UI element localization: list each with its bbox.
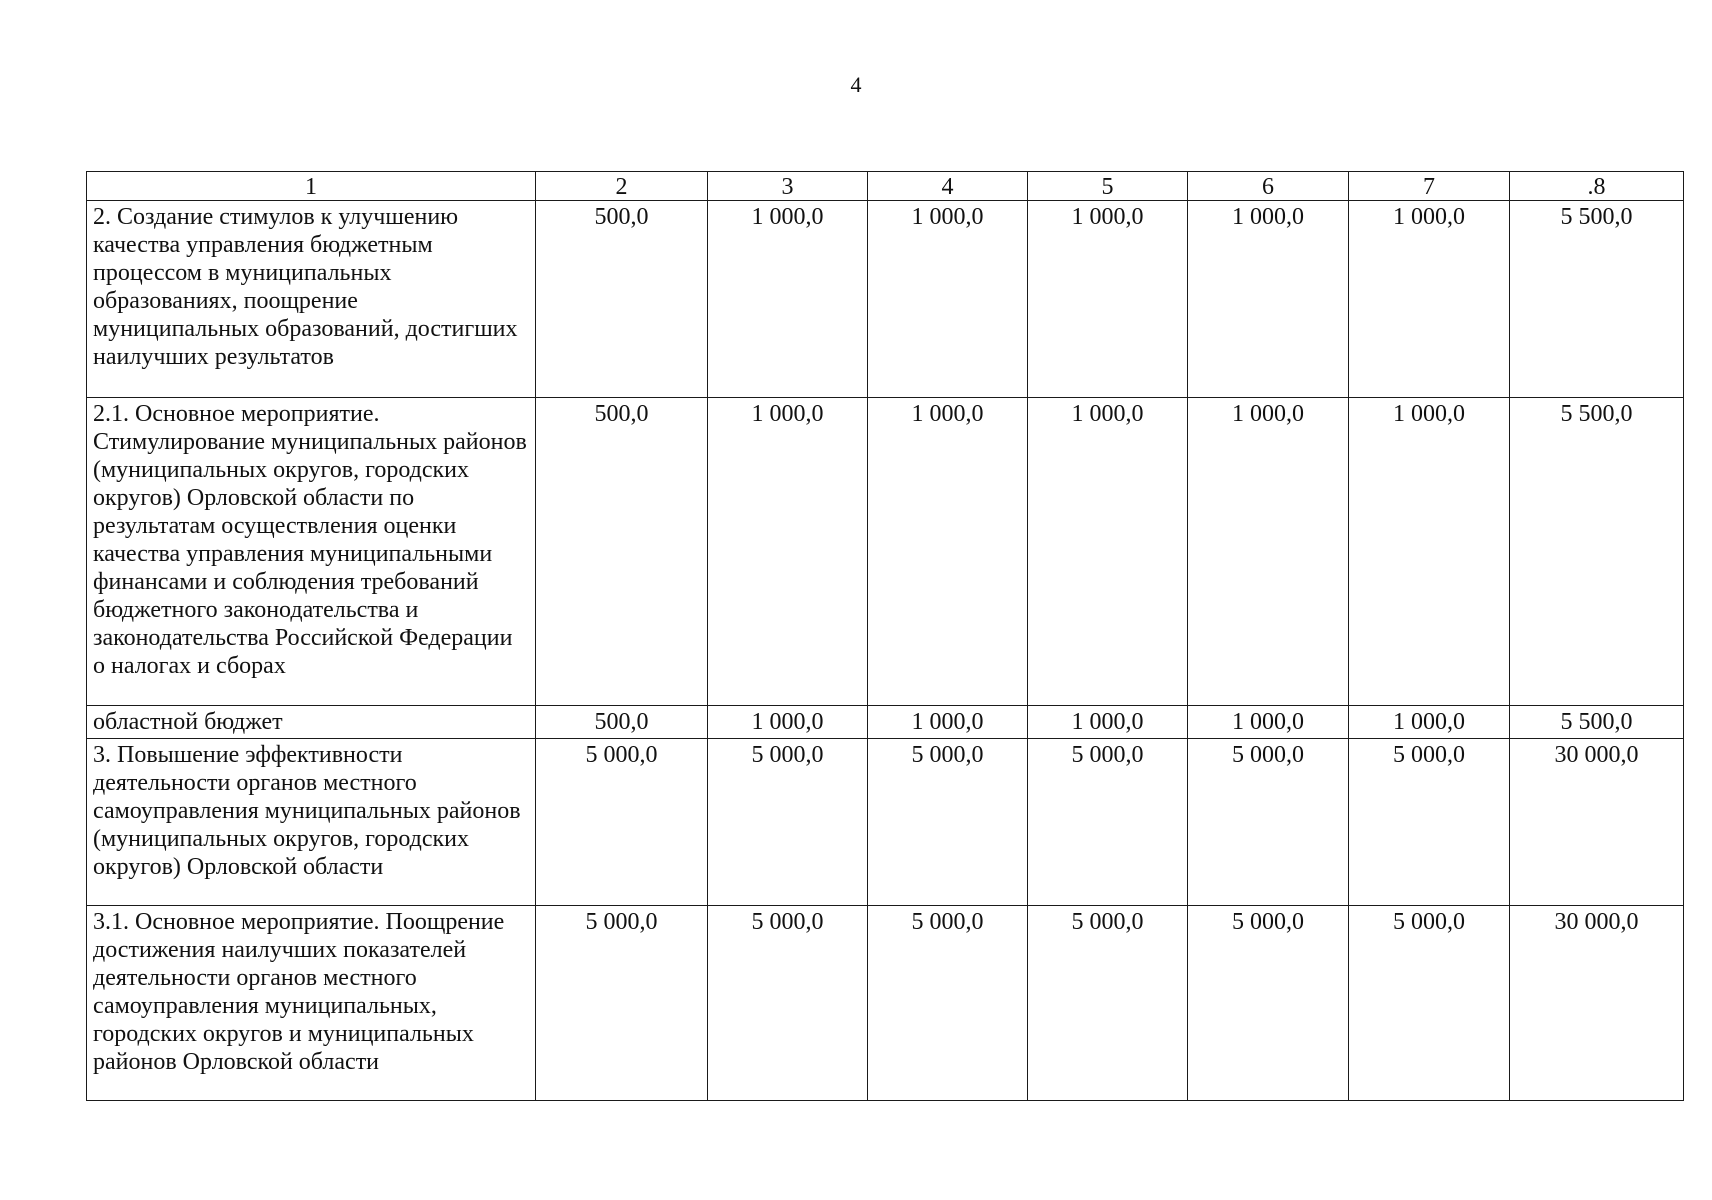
cell-value: 1 000,0 bbox=[1188, 201, 1349, 398]
cell-total: 5 500,0 bbox=[1510, 398, 1684, 706]
cell-value: 5 000,0 bbox=[1028, 906, 1188, 1101]
column-header: 4 bbox=[868, 172, 1028, 201]
row-name: 3.1. Основное мероприятие. Поощрение достижения наилучших показателей деятельности органов местного самоуправления муниципальных, городских округов и муниципальных районов Орловской области bbox=[87, 906, 536, 1101]
cell-value: 1 000,0 bbox=[708, 706, 868, 739]
cell-value: 5 000,0 bbox=[1188, 906, 1349, 1101]
cell-value: 5 000,0 bbox=[868, 739, 1028, 906]
row-name: 2.1. Основное мероприятие. Стимулирование муниципальных районов (муниципальных округов, городских округов) Орловской области по результатам осуществления оценки качества управления муниципальными финансами и соблюдения требований бюджетного законодательства и законодательства Российской Федерации о налогах и сборах bbox=[87, 398, 536, 706]
cell-value: 1 000,0 bbox=[868, 398, 1028, 706]
row-name: 2. Создание стимулов к улучшению качества управления бюджетным процессом в муниципальных образованиях, поощрение муниципальных образований, достигших наилучших результатов bbox=[87, 201, 536, 398]
cell-total: 30 000,0 bbox=[1510, 906, 1684, 1101]
cell-value: 1 000,0 bbox=[1028, 398, 1188, 706]
column-header: 6 bbox=[1188, 172, 1349, 201]
cell-value: 1 000,0 bbox=[1188, 398, 1349, 706]
column-header: 2 bbox=[536, 172, 708, 201]
cell-total: 30 000,0 bbox=[1510, 739, 1684, 906]
cell-value: 5 000,0 bbox=[708, 906, 868, 1101]
cell-value: 5 000,0 bbox=[1188, 739, 1349, 906]
cell-value: 1 000,0 bbox=[1349, 201, 1510, 398]
row-name: 3. Повышение эффективности деятельности органов местного самоуправления муниципальных районов (муниципальных округов, городских округов) Орловской области bbox=[87, 739, 536, 906]
cell-value: 5 000,0 bbox=[1028, 739, 1188, 906]
cell-value: 1 000,0 bbox=[1188, 706, 1349, 739]
column-header: 1 bbox=[87, 172, 536, 201]
row-name: областной бюджет bbox=[87, 706, 536, 739]
cell-total: 5 500,0 bbox=[1510, 201, 1684, 398]
table-row bbox=[87, 398, 1684, 706]
table-row bbox=[87, 201, 1684, 398]
cell-value: 1 000,0 bbox=[708, 398, 868, 706]
cell-value: 1 000,0 bbox=[868, 201, 1028, 398]
cell-value: 500,0 bbox=[536, 706, 708, 739]
cell-value: 1 000,0 bbox=[1028, 201, 1188, 398]
cell-value: 1 000,0 bbox=[868, 706, 1028, 739]
cell-value: 1 000,0 bbox=[1028, 706, 1188, 739]
column-header: 3 bbox=[708, 172, 868, 201]
table-row bbox=[87, 906, 1684, 1101]
table-row bbox=[87, 739, 1684, 906]
budget-table bbox=[86, 171, 1684, 1101]
cell-value: 5 000,0 bbox=[868, 906, 1028, 1101]
column-header: .8 bbox=[1510, 172, 1684, 201]
cell-value: 500,0 bbox=[536, 201, 708, 398]
cell-total: 5 500,0 bbox=[1510, 706, 1684, 739]
cell-value: 5 000,0 bbox=[536, 739, 708, 906]
cell-value: 1 000,0 bbox=[708, 201, 868, 398]
table-row bbox=[87, 706, 1684, 739]
cell-value: 1 000,0 bbox=[1349, 398, 1510, 706]
cell-value: 5 000,0 bbox=[1349, 739, 1510, 906]
column-header: 5 bbox=[1028, 172, 1188, 201]
cell-value: 500,0 bbox=[536, 398, 708, 706]
cell-value: 5 000,0 bbox=[708, 739, 868, 906]
page-number: 4 bbox=[850, 72, 862, 97]
cell-value: 5 000,0 bbox=[1349, 906, 1510, 1101]
cell-value: 1 000,0 bbox=[1349, 706, 1510, 739]
table-header-row bbox=[87, 172, 1684, 201]
cell-value: 5 000,0 bbox=[536, 906, 708, 1101]
column-header: 7 bbox=[1349, 172, 1510, 201]
